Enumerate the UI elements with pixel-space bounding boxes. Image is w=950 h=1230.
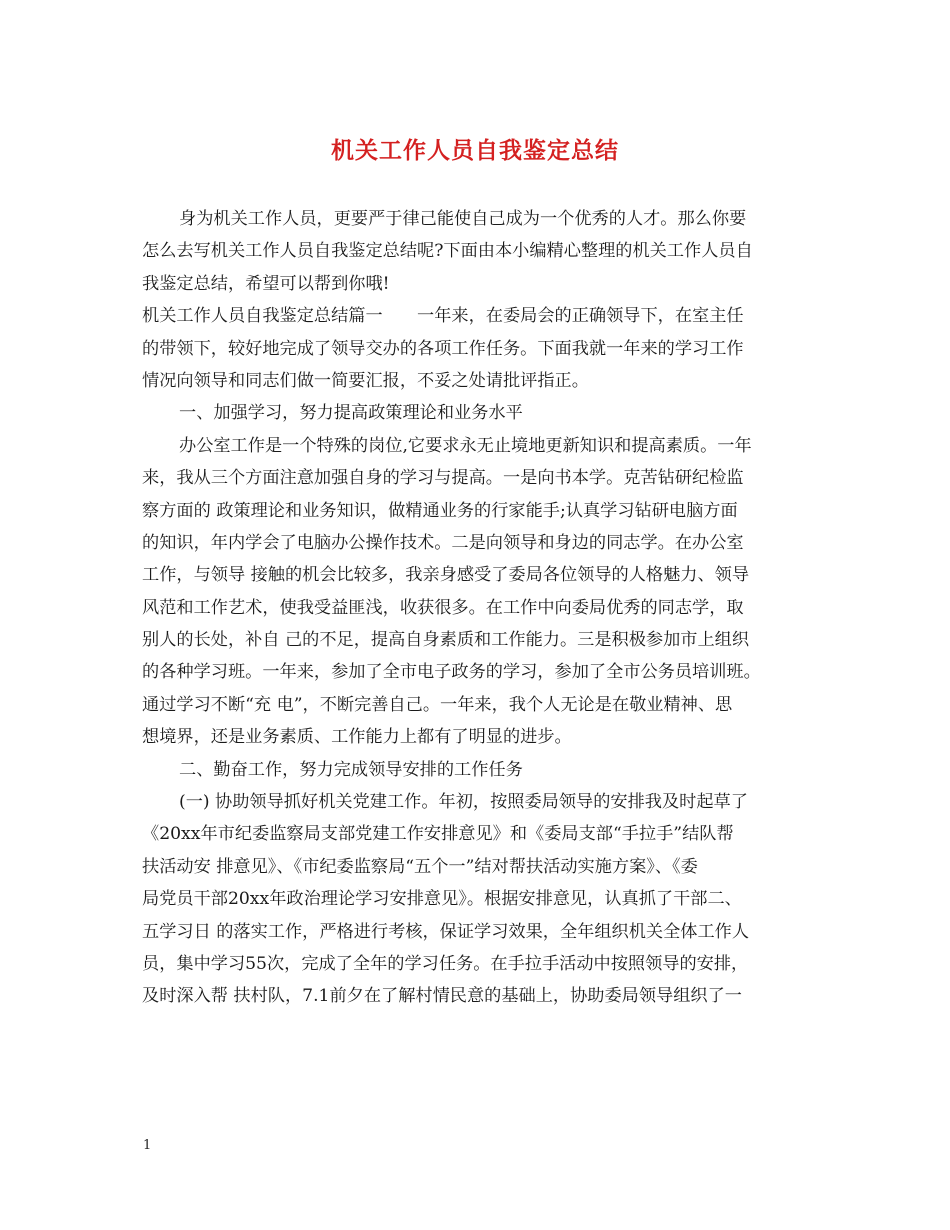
text-line: 及时深入帮 扶村队，7.1前夕在了解村情民意的基础上，协助委局领导组织了一: [142, 986, 742, 1007]
text-line: 工作，与领导 接触的机会比较多，我亲身感受了委局各位领导的人格魅力、领导: [142, 565, 750, 586]
text-line: 《20xx年市纪委监察局支部党建工作安排意见》和《委局支部“手拉手”结队帮: [142, 824, 734, 845]
text-line: 身为机关工作人员，更要严于律己能使自己成为一个优秀的人才。那么你要: [179, 209, 747, 229]
text-line: 通过学习不断“充 电”，不断完善自己。一年来，我个人无论是在敬业精神、思: [142, 694, 733, 715]
text-line: 员，集中学习55次，完成了全年的学习任务。在手拉手活动中按照领导的安排，: [142, 953, 749, 974]
text-line: (一) 协助领导抓好机关党建工作。年初，按照委局领导的安排我及时起草了: [179, 792, 748, 813]
text-line: 来，我从三个方面注意加强自身的学习与提高。一是向书本学。克苦钻研纪检监: [142, 468, 744, 489]
text-line: 风范和工作艺术，使我受益匪浅，收获很多。在工作中向委局优秀的同志学，取: [142, 597, 744, 618]
text-line: 扶活动安 排意见》、《市纪委监察局“五个一”结对帮扶活动实施方案》、《委: [142, 856, 698, 877]
text-line: 我鉴定总结，希望可以帮到你哦!: [142, 273, 390, 294]
text-line: 办公室工作是一个特殊的岗位,它要求永无止境地更新知识和提高素质。一年: [179, 435, 752, 456]
page-number: 1: [143, 1138, 152, 1153]
text-line: 怎么去写机关工作人员自我鉴定总结呢?下面由本小编精心整理的机关工作人员自: [142, 241, 753, 262]
text-line: 的带领下，较好地完成了领导交办的各项工作任务。下面我就一年来的学习工作: [142, 338, 744, 359]
text-line: 别人的长处，补自 己的不足，提高自身素质和工作能力。三是积极参加市上组织: [142, 630, 750, 651]
text-line: 局党员干部20xx年政治理论学习安排意见》。根据安排意见，认真抓了干部二、: [142, 889, 742, 910]
text-line: 机关工作人员自我鉴定总结篇一 一年来，在委局会的正确领导下，在室主任: [142, 306, 744, 327]
text-line: 的知识，年内学会了电脑办公操作技术。二是向领导和身边的同志学。在办公室: [142, 532, 744, 553]
text-line: 二、勤奋工作，努力完成领导安排的工作任务: [179, 759, 523, 780]
text-line: 想境界，还是业务素质、工作能力上都有了明显的进步。: [142, 727, 572, 748]
document-title: 机关工作人员自我鉴定总结: [331, 137, 619, 164]
text-line: 情况向领导和同志们做一简要汇报，不妥之处请批评指正。: [142, 370, 589, 391]
text-line: 的各种学习班。一年来，参加了全市电子政务的学习，参加了全市公务员培训班。: [142, 662, 761, 683]
document-body: [142, 203, 810, 1013]
text-line: 一、加强学习，努力提高政策理论和业务水平: [179, 403, 523, 424]
text-line: 五学习日 的落实工作，严格进行考核，保证学习效果，全年组织机关全体工作人: [142, 921, 750, 942]
text-line: 察方面的 政策理论和业务知识，做精通业务的行家能手;认真学习钻研电脑方面: [142, 500, 738, 521]
